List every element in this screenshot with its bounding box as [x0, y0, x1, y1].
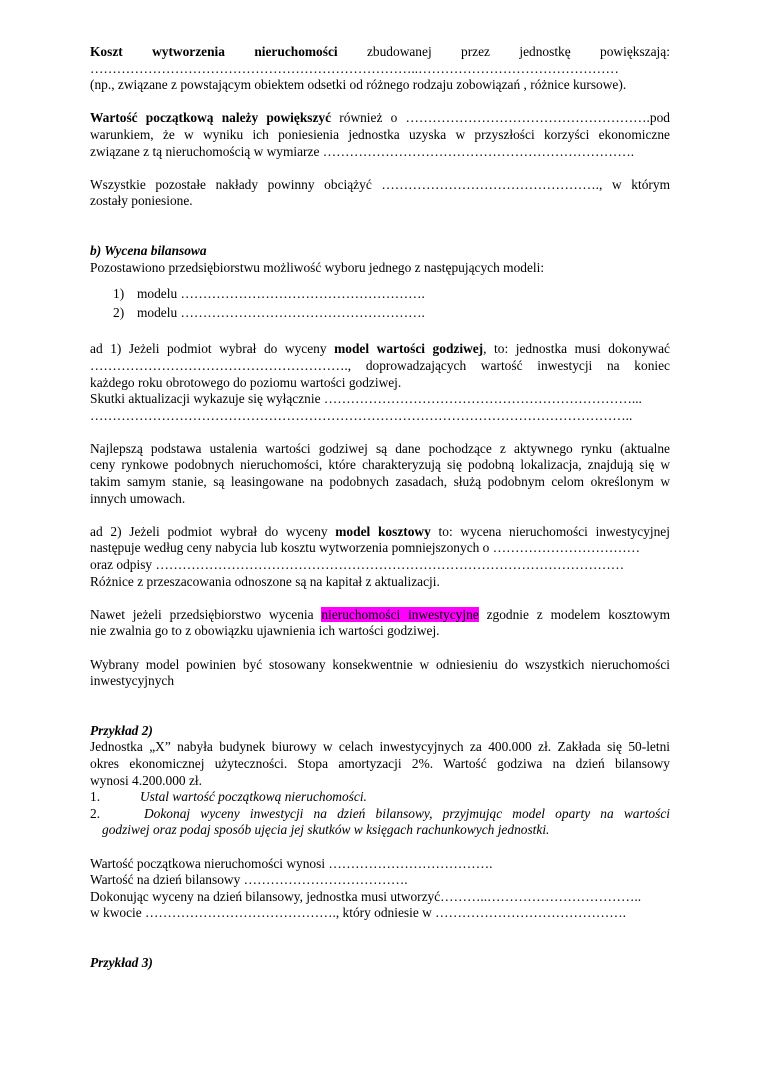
text-run: , to: jednostka musi dokonywać	[483, 341, 670, 357]
task-number: 1.	[90, 789, 101, 805]
paragraph-line: takim samym stanie, są leasingowane na podobnych zasadach, służą podobnym celom określonym w	[90, 474, 670, 490]
paragraph-line: Wszystkie pozostałe nakłady powinny obciążyć …………………………………………., w którym	[90, 176, 670, 192]
paragraph-line: następuje według ceny nabycia lub kosztu wytworzenia pomniejszonych o ……………………………	[90, 540, 641, 556]
example-heading: Przykład 2)	[90, 722, 153, 738]
answer-line: Dokonując wyceny na dzień bilansowy, jednostka musi utworzyć………..……………………………..	[90, 888, 642, 904]
example-heading: Przykład 3)	[90, 954, 153, 970]
fill-in-line: ………………………………………………………………..………………………………………	[90, 60, 619, 76]
list-text: modelu ……………………………………………….	[137, 286, 425, 302]
paragraph-line: Jednostka „X” nabyła budynek biurowy w celach inwestycyjnych za 400.000 zł. Zakłada się 50-letni	[90, 739, 670, 755]
bold-word: wytworzenia	[152, 44, 225, 59]
text-run: ad 1) Jeżeli podmiot wybrał do wyceny	[90, 341, 335, 357]
answer-line: w kwocie ……………………………………., który odniesie w …………………………………….	[90, 905, 626, 921]
text-run: to: wycena nieruchomości inwestycyjnej	[430, 523, 670, 539]
list-number: 2)	[113, 304, 125, 320]
list-text: modelu ……………………………………………….	[137, 304, 425, 320]
paragraph-line: Skutki aktualizacji wykazuje się wyłącznie ……………………………………………………………...	[90, 391, 642, 407]
paragraph-line	[90, 44, 670, 61]
paragraph-line: zostały poniesione.	[90, 193, 193, 209]
bold-phrase: model kosztowy	[335, 523, 431, 539]
section-heading: b) Wycena bilansowa	[90, 242, 207, 258]
text-run: ad 2) Jeżeli podmiot wybrał do wyceny	[90, 523, 336, 539]
fill-in-line: …………………………………………………………………………………………………………..	[90, 407, 633, 423]
paragraph-line: związane z tą nieruchomością w wymiarze …………………………………………………………….	[90, 143, 635, 159]
text-run: Nawet jeżeli przedsiębiorstwo wycenia	[90, 606, 322, 622]
paragraph-line: oraz odpisy ……………………………………………………………………………………………	[90, 557, 625, 573]
paragraph-line: innych umowach.	[90, 490, 186, 506]
bold-phrase: model wartości godziwej	[334, 341, 484, 357]
word: przez	[461, 44, 491, 59]
paragraph-line	[90, 607, 670, 624]
paragraph-line	[90, 524, 670, 541]
paragraph-line: Najlepszą podstawa ustalenia wartości godziwej są dane pochodzące z aktywnego rynku (aktualne	[90, 440, 670, 456]
text-run: również o ……………………………………………….pod	[331, 110, 670, 126]
paragraph-line: każdego roku obrotowego do poziomu wartości godziwej.	[90, 374, 402, 390]
word: powiększają:	[600, 44, 670, 59]
paragraph-line: inwestycyjnych	[90, 673, 175, 689]
paragraph-line	[90, 341, 670, 358]
answer-line: Wartość na dzień bilansowy ……………………………….	[90, 872, 408, 888]
list-number: 1)	[113, 286, 125, 302]
task-text: Ustal wartość początkową nieruchomości.	[140, 789, 367, 805]
paragraph-line: Różnice z przeszacowania odnoszone są na kapitał z aktualizacji.	[90, 573, 440, 589]
task-number: 2.	[90, 805, 101, 821]
paragraph-line: ceny rynkowe podobnych nieruchomości, które charakteryzują się podobną lokalizacja, znajdują się w	[90, 457, 670, 473]
task-text: Dokonaj wyceny inwestycji na dzień bilansowy, przyjmując model oparty na wartości	[144, 805, 670, 821]
list-item	[90, 305, 670, 322]
text-run: zgodnie z modelem kosztowym	[478, 606, 671, 622]
paragraph-line: warunkiem, że w wyniku ich poniesienia jednostka uzyska w przyszłości korzyści ekonomiczne	[90, 126, 670, 142]
list-item	[90, 286, 670, 303]
bold-word: Koszt	[90, 44, 123, 59]
word: zbudowanej	[366, 44, 432, 59]
paragraph-line: Pozostawiono przedsiębiorstwu możliwość wyboru jednego z następujących modeli:	[90, 259, 545, 275]
paragraph-line	[90, 110, 670, 127]
answer-line: Wartość początkowa nieruchomości wynosi ……………………………….	[90, 855, 493, 871]
paragraph-line: wynosi 4.200.000 zł.	[90, 772, 202, 788]
paragraph-line: okres ekonomicznej użyteczności. Stopa amortyzacji 2%. Wartość godziwa na dzień bilansowy	[90, 755, 670, 771]
paragraph-line: …………………………………………………., doprowadzających wartość inwestycji na koniec	[90, 357, 670, 373]
task-item	[90, 789, 670, 806]
word: jednostkę	[519, 44, 571, 59]
highlighted-text: nieruchomości inwestycyjne	[321, 606, 479, 622]
paragraph-line: nie zwalnia go to z obowiązku ujawnienia ich wartości godziwej.	[90, 623, 440, 639]
paragraph-line: (np., związane z powstającym obiektem odsetki od różnego rodzaju zobowiązań , różnice kursowe).	[90, 77, 627, 93]
bold-phrase: Wartość początkową należy powiększyć	[90, 110, 332, 126]
task-text-continuation: godziwej oraz podaj sposób ujęcia jej skutków w księgach rachunkowych jednostki.	[102, 822, 550, 838]
document-page	[90, 44, 670, 972]
paragraph-line: Wybrany model powinien być stosowany konsekwentnie w odniesieniu do wszystkich nieruchomości	[90, 656, 670, 672]
bold-word: nieruchomości	[254, 44, 338, 59]
task-item	[90, 806, 670, 823]
